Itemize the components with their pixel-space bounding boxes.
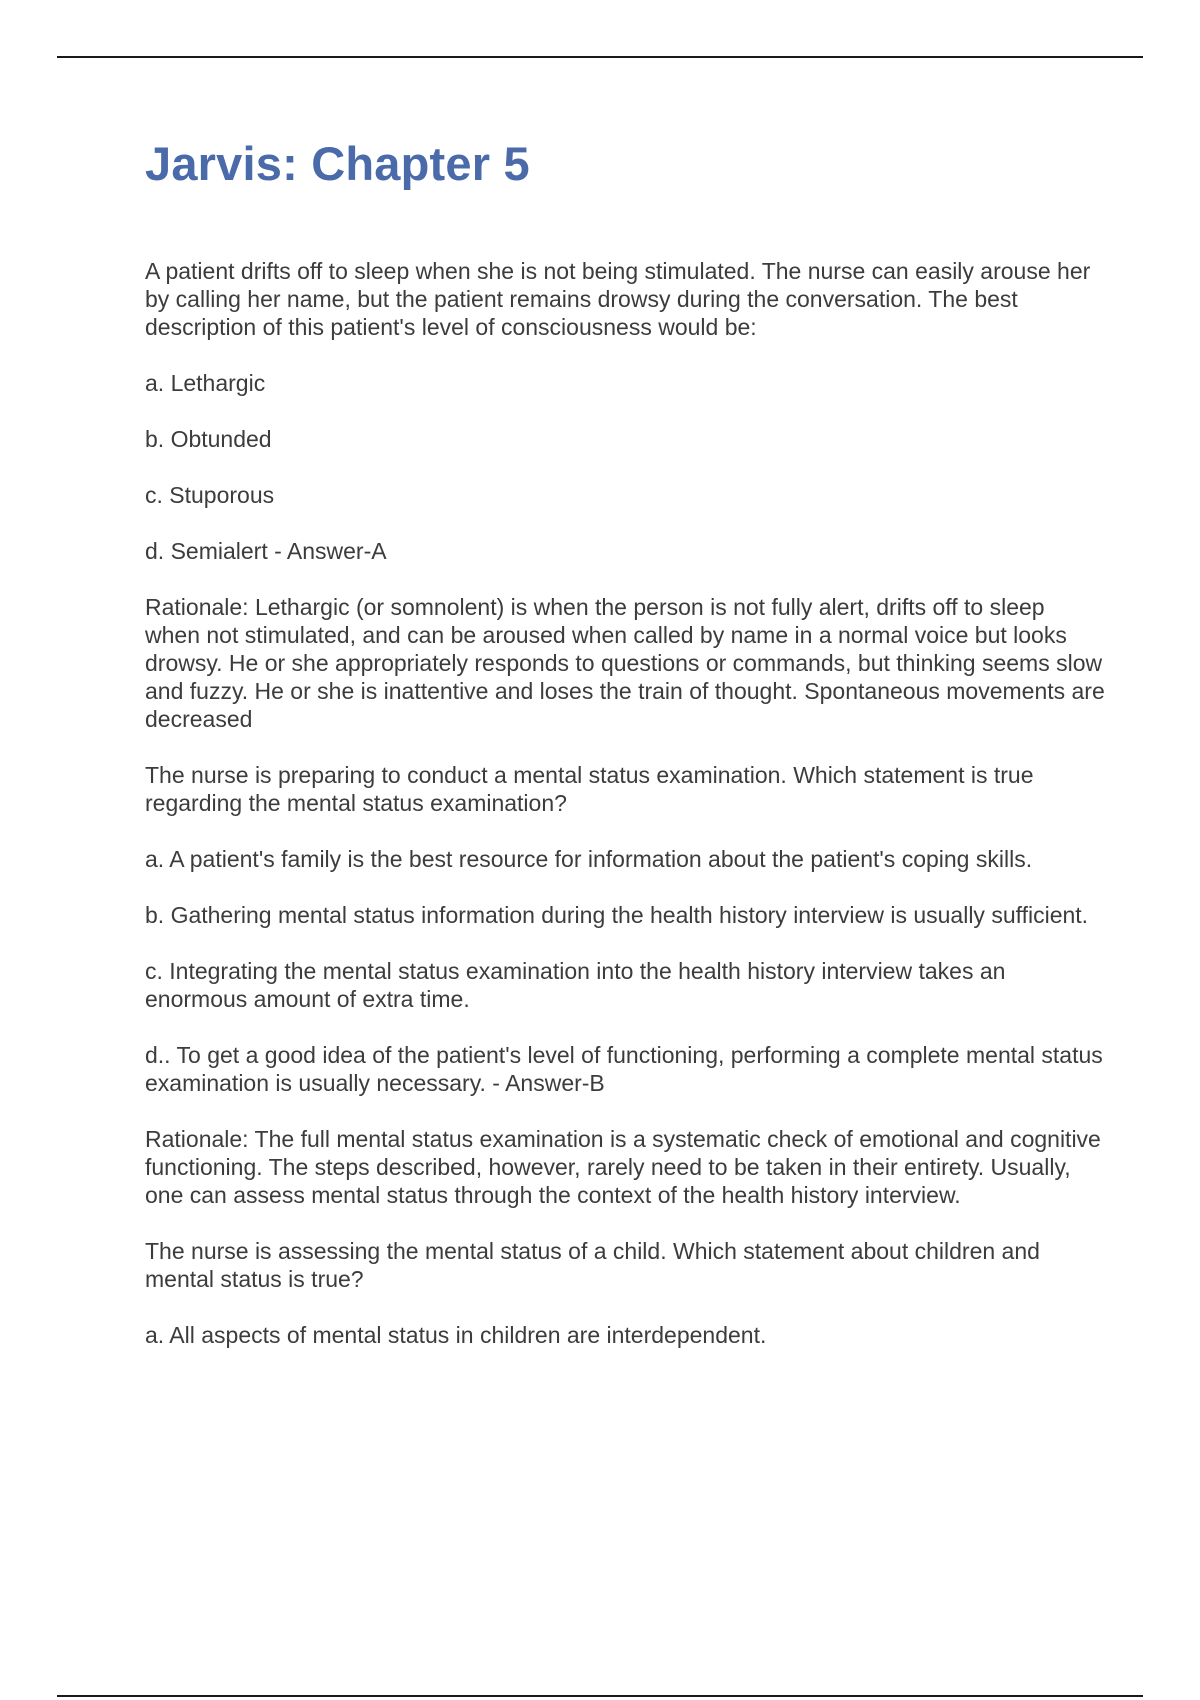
question-3-stem: The nurse is assessing the mental status of a child. Which statement about children and mental status is true? [145, 1238, 1040, 1292]
question-2-option-b: b. Gathering mental status information during the health history interview is usually sufficient. [145, 902, 1089, 928]
question-1-rationale: Rationale: Lethargic (or somnolent) is when the person is not fully alert, drifts off to sleep when not stimulated, and can be aroused when called by name in a normal voice but looks drowsy. He or she appropriately responds to questions or commands, but thinking seems slow and fuzzy. He or she is inattentive and loses the train of thought. Spontaneous movements are decreased [145, 594, 1105, 732]
question-2-rationale: Rationale: The full mental status examination is a systematic check of emotional and cognitive functioning. The steps described, however, rarely need to be taken in their entirety. Usually, one can assess mental status through the context of the health history interview. [145, 1126, 1101, 1208]
question-2-option-a: a. A patient's family is the best resource for information about the patient's coping skills. [145, 846, 1033, 872]
question-2-option-d-answer: d.. To get a good idea of the patient's level of functioning, performing a complete mental status examination is usually necessary. - Answer-B [145, 1042, 1103, 1096]
question-1-stem: A patient drifts off to sleep when she is not being stimulated. The nurse can easily arouse her by calling her name, but the patient remains drowsy during the conversation. The best description of this patient's level of consciousness would be: [145, 258, 1091, 340]
question-2-stem: The nurse is preparing to conduct a mental status examination. Which statement is true regarding the mental status examination? [145, 762, 1034, 816]
question-1-option-b: b. Obtunded [145, 426, 272, 452]
question-1-option-d-answer: d. Semialert - Answer-A [145, 538, 387, 564]
question-2-option-c: c. Integrating the mental status examination into the health history interview takes an enormous amount of extra time. [145, 958, 1006, 1012]
document-body [145, 257, 1105, 1349]
footer-rule [57, 1695, 1143, 1697]
header-rule [57, 56, 1143, 58]
page-title: Jarvis: Chapter 5 [145, 137, 530, 190]
question-1-option-a: a. Lethargic [145, 370, 266, 396]
question-1-option-c: c. Stuporous [145, 482, 275, 508]
question-3-option-a: a. All aspects of mental status in children are interdependent. [145, 1322, 767, 1348]
